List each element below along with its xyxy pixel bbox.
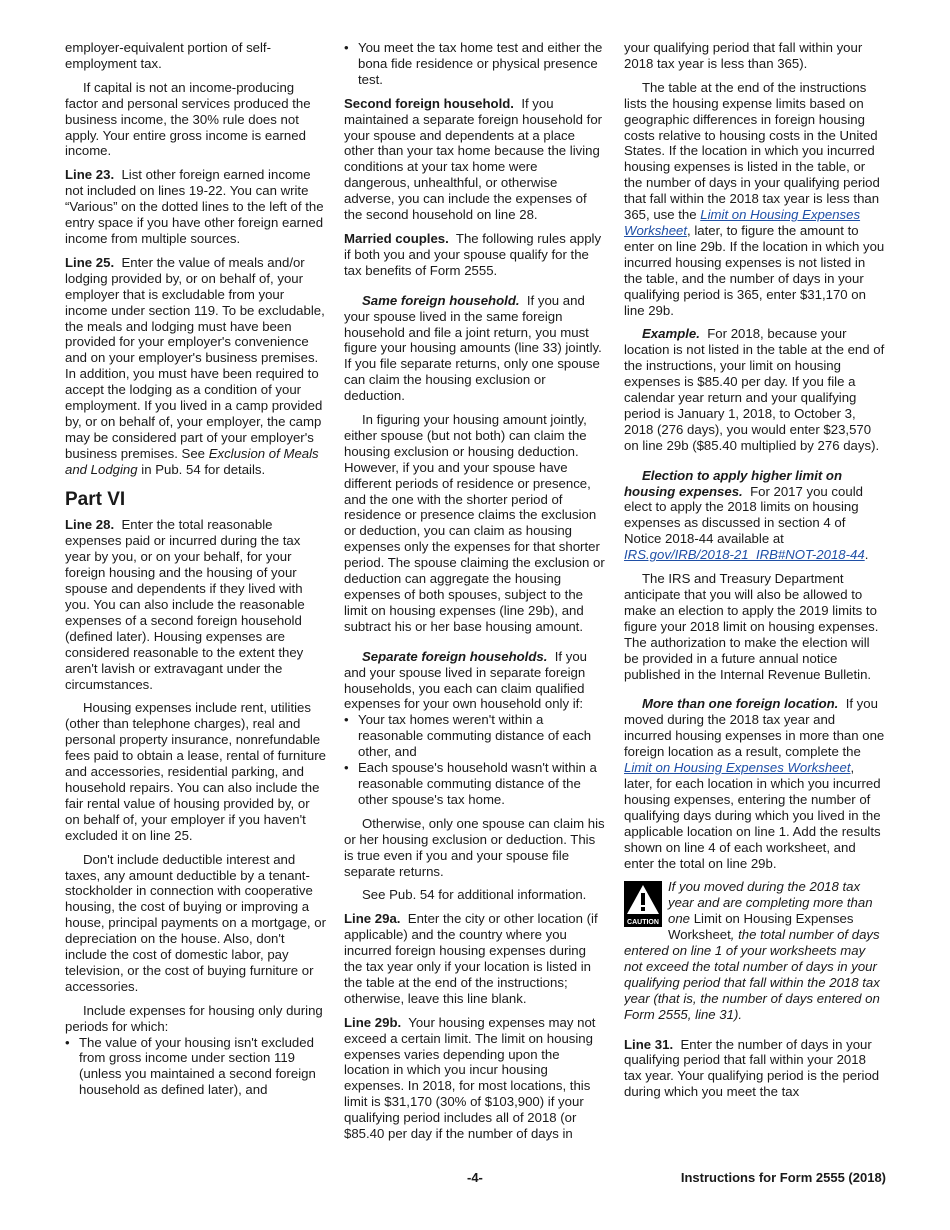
- married-couples-paragraph: [344, 231, 606, 279]
- caution-text-b: Limit on Housing Expenses Worksheet: [668, 911, 854, 943]
- line-25-italic-ref: Exclusion of Meals and Lodging: [65, 445, 319, 477]
- line-29b-text: Your housing expenses may not exceed a certain limit. The limit on housing expenses varies depending upon the location in which you incur housing expenses. In 2018, for most locations, this limit is $31,170 (30% of $103,900) if your qualifying period includes all of 2018 (or $85.40 per day if the number of days in: [344, 1014, 596, 1142]
- bullet-item: • You meet the tax home test and either the bona fide residence or physical presence test.: [344, 40, 606, 88]
- limit-worksheet-link[interactable]: Limit on Housing Expenses Worksheet: [624, 760, 851, 776]
- line-29b-heading: Line 29b.: [344, 1014, 402, 1030]
- paragraph-capital: If capital is not an income-producing factor and personal services produced the business income, the 30% rule does not apply. Your entire gross income is earned income.: [65, 79, 311, 159]
- line-28-heading: Line 28.: [65, 517, 115, 533]
- paragraph-jointly: In figuring your housing amount jointly, either spouse (but not both) can claim the housing exclusion or housing deduction. However, if you and your spouse have different periods of residence or presence, and the one with the shorter period of residence or presence claims the exclusion or deduction, you can claim as housing expenses only the expenses for that shorter period. The spouse claiming the exclusion or deduction can aggregate the housing expenses of both spouses, subject to the limit on housing expenses (line 29b), and subtract his or her base housing amount.: [344, 412, 605, 634]
- separate-households-heading: Separate foreign households.: [362, 648, 548, 664]
- example-text: For 2018, because your location is not listed in the table at the end of the instructions, your limit on housing expenses is $85.40 per day. If you file a calendar year return and your qualifying period is January 1, 2018, to October 3, 2018 (276 days), you would enter $23,570 on line 29b ($85.40 multiplied by 276 days).: [624, 326, 885, 453]
- line-28-paragraph: [65, 517, 327, 692]
- same-household-heading: Same foreign household.: [362, 292, 520, 308]
- second-household-paragraph: [344, 96, 606, 223]
- election-heading: Election to apply higher limit on housing expenses.: [624, 467, 843, 499]
- line-28-text: Enter the total reasonable expenses paid or incurred during the tax year by you, or on your behalf, for your foreign housing and the housing of your spouse and dependents if they lived with you. You can also include the reasonable expenses of a second foreign household (defined later). Housing expenses are considered reasonable to the extent they aren't lavish or extravagant under the circumstances.: [65, 517, 305, 692]
- same-household-paragraph: [344, 293, 606, 404]
- line-29a-text: Enter the city or other location (if applicable) and the country where you incurred foreign housing expenses during the tax year only if your location is listed in the table at the end of the instructions; otherwise, leave this line blank.: [344, 911, 598, 1006]
- line-23-text: List other foreign earned income not included on lines 19-22. You can write “Various” on the dotted lines to the left of the entry space if you have other foreign earned income from multiple sources.: [65, 167, 324, 246]
- same-household-text: If you and your spouse lived in the same foreign household and file a joint return, you must figure your housing amounts (line 33) jointly. If you file separate returns, only one spouse can claim the housing exclusion or deduction.: [344, 292, 602, 404]
- caution-note: [624, 879, 886, 1022]
- line-31-text: Enter the number of days in your qualifying period that fall within your 2018 tax year. Your qualifying period is the period during which you meet the tax: [624, 1036, 880, 1100]
- paragraph-table: [624, 80, 886, 319]
- paragraph-include-expenses: Include expenses for housing only during periods for which:: [65, 1002, 323, 1034]
- part-vi-heading: Part VI: [65, 488, 126, 510]
- limit-worksheet-link[interactable]: Limit on Housing Expenses Worksheet: [624, 207, 861, 238]
- line-31-paragraph: [624, 1037, 886, 1101]
- column-middle: [344, 40, 606, 1150]
- paragraph-dont-include: Don't include deductible interest and taxes, any amount deductible by a tenant-stockholder in connection with cooperative housing, the cost of buying or improving a house, principal payments on a mortgage, or depreciation on the house. Also, don't include the cost of domestic labor, pay television, or the cost of buying furniture or accessories.: [65, 851, 326, 994]
- table-text-a: The table at the end of the instructions lists the housing expense limits based on geographic differences in foreign housing costs relative to housing costs in the United States. If the location in which you incurred housing expenses is listed in the table, or the number of days in your qualifying period that fall within the 2018 tax year is less than 365, use the: [624, 79, 880, 223]
- married-couples-heading: Married couples.: [344, 230, 449, 246]
- example-heading: Example.: [642, 326, 700, 342]
- paragraph-see-pub: See Pub. 54 for additional information.: [362, 887, 587, 903]
- paragraph-otherwise: Otherwise, only one spouse can claim his or her housing exclusion or deduction. This is true even if you and your spouse file separate returns.: [344, 815, 605, 879]
- caution-label: CAUTION: [627, 919, 659, 927]
- line-25-heading: Line 25.: [65, 254, 115, 270]
- bullet-item: • Each spouse's household wasn't within a reasonable commuting distance of the other spouse's tax home.: [344, 760, 606, 808]
- footer-title: Instructions for Form 2555 (2018): [680, 1170, 886, 1185]
- line-31-heading: Line 31.: [624, 1036, 674, 1052]
- line-25-tail: in Pub. 54 for details.: [141, 461, 266, 477]
- page-number: -4-: [467, 1170, 483, 1185]
- paragraph-continued: your qualifying period that fall within your 2018 tax year is less than 365).: [624, 40, 863, 71]
- paragraph-housing-expenses: Housing expenses include rent, utilities (other than telephone charges), real and personal property insurance, nonrefundable fees paid to obtain a lease, rental of furniture and accessories, residential parking, and household repairs. You can also include the fair rental value of housing provided by, or on behalf of, your employer if you haven't excluded it on line 25.: [65, 700, 326, 843]
- column-right: [624, 40, 886, 1108]
- married-couples-text: The following rules apply if both you and your spouse qualify for the tax benefits of Form 2555.: [344, 230, 602, 278]
- bullet-item: • The value of your housing isn't excluded from gross income under section 119 (unless you maintained a second foreign household as defined later), and: [65, 1035, 327, 1099]
- second-household-text: If you maintained a separate foreign household for your spouse and dependents at a place other than your tax home because the living conditions at your tax home were dangerous, unhealthful, or otherwise adverse, you can include the expenses of the second household on line 28.: [344, 95, 603, 223]
- more-locations-text-a: If you moved during the 2018 tax year and incurred housing expenses in more than one foreign location as a result, complete the: [624, 696, 885, 760]
- election-end: .: [864, 547, 869, 563]
- caution-text-a: If you moved during the 2018 tax year and are completing more than one: [668, 879, 873, 927]
- paragraph-self-employment: employer-equivalent portion of self-employment tax.: [65, 40, 271, 71]
- line-25-paragraph: [65, 255, 327, 478]
- line-29b-paragraph: [344, 1015, 606, 1142]
- more-locations-text-b: , later, for each location in which you incurred housing expenses, entering the number of qualifying days during which you lived in the applicable location on line 1. Add the results shown on line 4 of each worksheet, and enter the total on line 29b.: [624, 760, 881, 871]
- line-23-heading: Line 23.: [65, 167, 115, 183]
- more-locations-heading: More than one foreign location.: [642, 696, 839, 712]
- irs-notice-link[interactable]: IRS.gov/IRB/2018-21_IRB#NOT-2018-44: [624, 547, 865, 563]
- caution-text-c: , the total number of days entered on line 1 of your worksheets may not exceed the total number of days in your qualifying period that fall within the 2018 tax year (that is, the number of days entered on Form 2555, line 31).: [624, 927, 880, 1022]
- column-left: [65, 40, 327, 1106]
- paragraph-irs-treasury: The IRS and Treasury Department anticipate that you will also be allowed to make an election to apply the 2019 limits to figure your 2018 limit on housing expenses. The authorization to make the election will be provided in a future annual notice published in the Internal Revenue Bulletin.: [624, 571, 879, 682]
- line-25-text: Enter the value of meals and/or lodging provided by, or on behalf of, your employer that is excludable from your income under section 119. To be excludable, the meals and lodging must have been provided for your employer's convenience and on your employer's business premises. In addition, you must have been required to accept the lodging as a condition of your employment. If you lived in a camp provided by, or on behalf of, your employer, the camp may be considered part of your employer's business premises. See: [65, 254, 325, 461]
- bullet-item: • Your tax homes weren't within a reasonable commuting distance of each other, and: [344, 712, 606, 760]
- separate-households-paragraph: [344, 649, 606, 713]
- table-text-b: , later, to figure the amount to enter on line 29b. If the location in which you incurred housing expenses is not listed in the table, and the number of days in your qualifying period is 365, enter $31,170 on line 29b.: [624, 222, 885, 318]
- election-paragraph: [624, 468, 886, 563]
- line-29a-paragraph: [344, 911, 606, 1006]
- second-household-heading: Second foreign household.: [344, 95, 514, 111]
- more-locations-paragraph: [624, 696, 886, 871]
- caution-triangle-icon: [624, 881, 662, 927]
- example-paragraph: [624, 326, 886, 453]
- line-29a-heading: Line 29a.: [344, 911, 401, 927]
- line-23-paragraph: [65, 167, 327, 247]
- separate-households-text: If you and your spouse lived in separate foreign households, you each can claim qualified expenses for your own household only if:: [344, 648, 587, 712]
- election-text: For 2017 you could elect to apply the 2018 limits on housing expenses as discussed in section 4 of Notice 2018-44 available at: [624, 483, 863, 547]
